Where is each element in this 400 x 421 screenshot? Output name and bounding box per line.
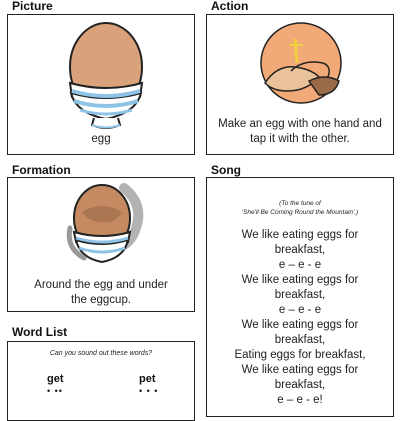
song-line: We like eating eggs for — [241, 364, 359, 376]
word-pet: pet — [139, 373, 156, 385]
song-line: breakfast, — [274, 379, 326, 391]
hands-tapping-icon — [207, 15, 395, 115]
formation-heading: Formation — [12, 163, 71, 177]
action-caption-line-2: tap it with the other. — [250, 133, 350, 145]
formation-caption-line-2: the eggcup. — [70, 294, 132, 306]
song-line: breakfast, — [274, 289, 326, 301]
song-line: We like eating eggs for — [241, 274, 359, 286]
picture-card — [7, 14, 195, 155]
song-lyrics — [207, 228, 393, 408]
action-heading: Action — [211, 0, 249, 13]
letter-e-formation-icon — [8, 178, 196, 268]
song-line: Eating eggs for breakfast, — [234, 349, 366, 361]
word-list-heading: Word List — [12, 325, 68, 339]
word-get: get — [47, 373, 64, 385]
word-pet-dots: • • • — [139, 386, 159, 396]
song-line: e – e - e — [278, 259, 322, 271]
picture-heading: Picture — [12, 0, 53, 13]
action-caption — [207, 117, 393, 147]
formation-caption-line-1: Around the egg and under — [34, 279, 168, 291]
song-line: We like eating eggs for — [241, 229, 359, 241]
word-list-card — [7, 341, 195, 421]
word-list-prompt: Can you sound out these words? — [49, 350, 153, 357]
song-subtitle-line-1: (To the tune of — [279, 200, 321, 207]
song-card — [206, 177, 394, 417]
song-subtitle — [207, 199, 393, 217]
formation-card — [7, 177, 195, 312]
song-line: We like eating eggs for — [241, 319, 359, 331]
song-line: e – e - e! — [277, 394, 323, 406]
word-get-dots: • •• — [47, 386, 63, 396]
picture-caption: egg — [91, 133, 111, 145]
song-line: e – e - e — [278, 304, 322, 316]
formation-caption — [8, 278, 194, 308]
action-card — [206, 14, 394, 155]
song-subtitle-line-2: 'She'll Be Coming Round the Mountain'.) — [241, 209, 359, 216]
song-line: breakfast, — [274, 244, 326, 256]
song-line: breakfast, — [274, 334, 326, 346]
egg-in-cup-icon — [8, 15, 196, 135]
song-heading: Song — [211, 163, 241, 177]
action-caption-line-1: Make an egg with one hand and — [218, 118, 382, 130]
